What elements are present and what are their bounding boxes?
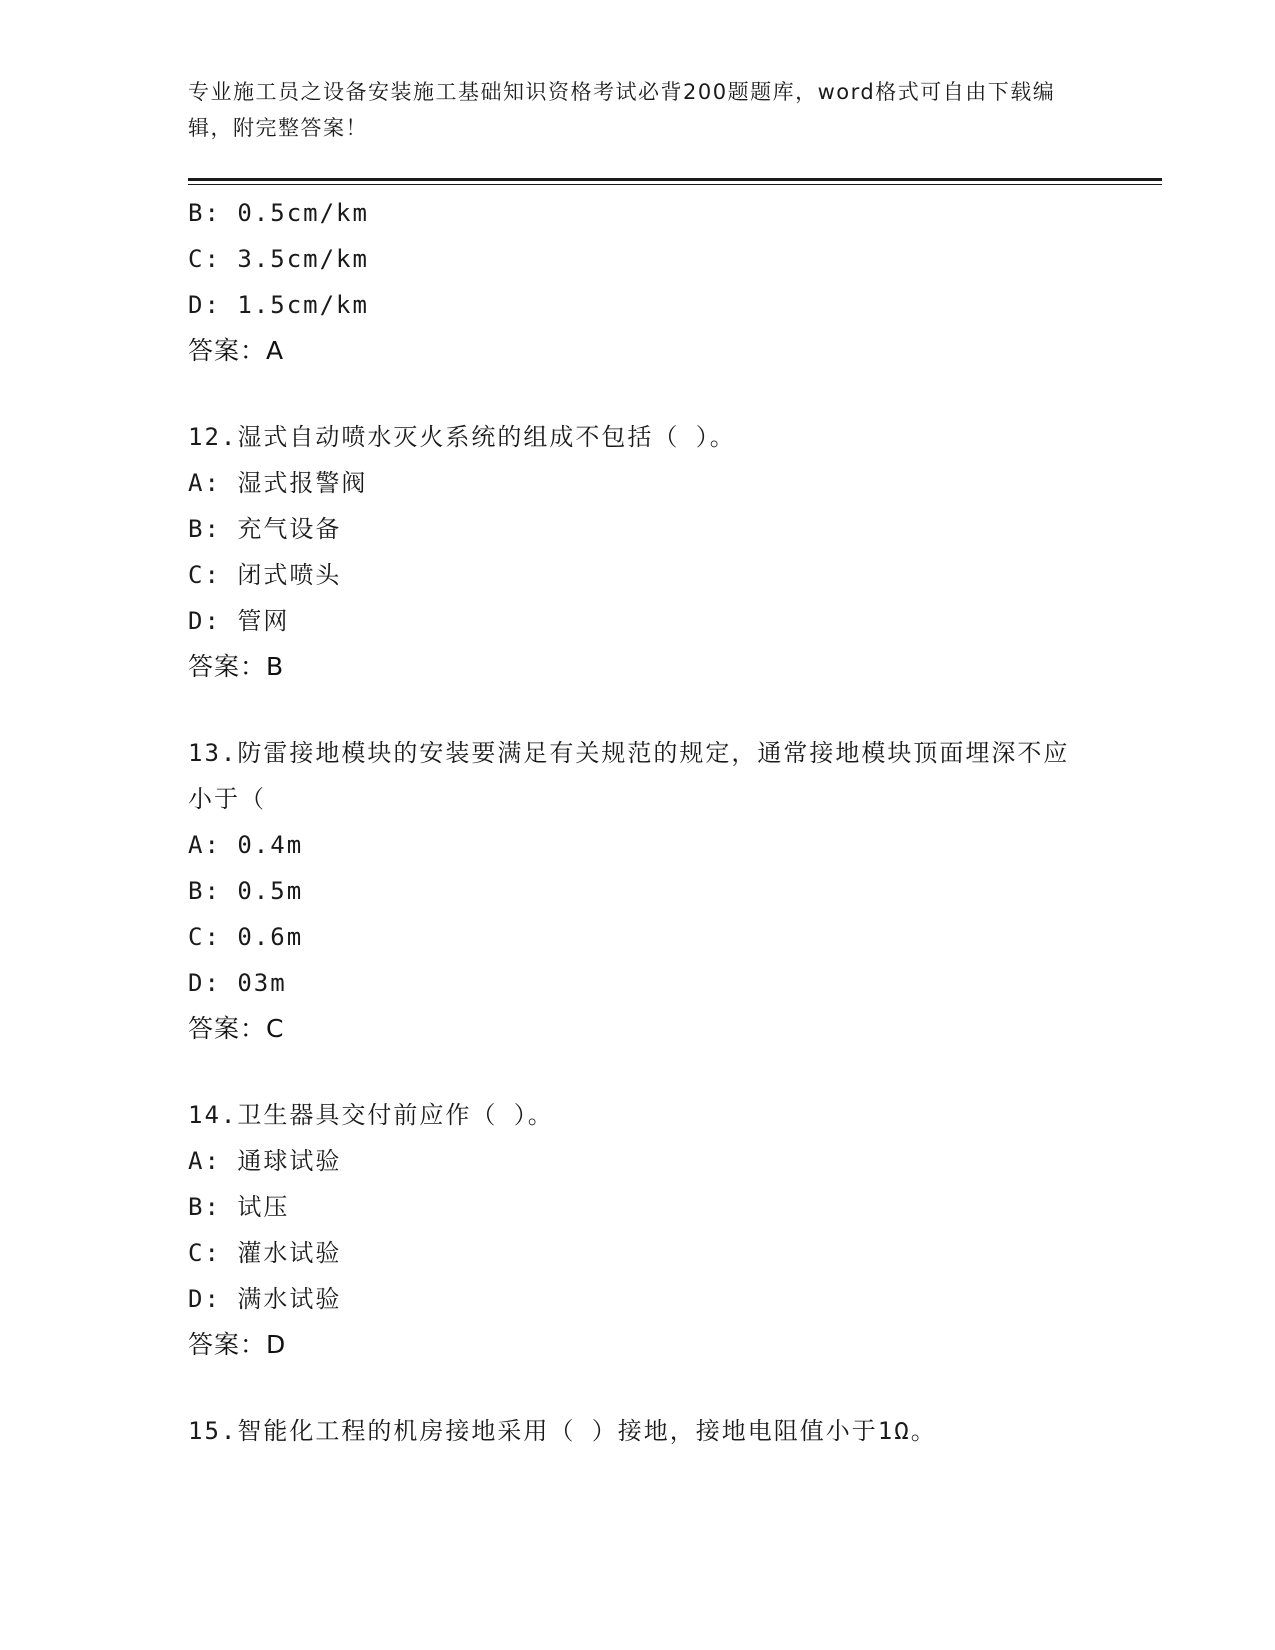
answer-label: 答案：D [188, 1330, 287, 1359]
option-d: D: 1.5cm/km [188, 291, 369, 319]
option-b: B: 试压 [188, 1193, 290, 1221]
option-d: D: 满水试验 [188, 1285, 342, 1313]
question-block-12 [188, 414, 1088, 690]
question-text: 12.湿式自动喷水灭火系统的组成不包括（ ）。 [188, 423, 736, 451]
option-a: A: 通球试验 [188, 1147, 342, 1175]
option-b: B: 0.5cm/km [188, 199, 369, 227]
option-b: B: 0.5m [188, 877, 304, 905]
option-a: A: 0.4m [188, 831, 304, 859]
header-title: 专业施工员之设备安装施工基础知识资格考试必背200题题库，word格式可自由下载编辑，附完整答案！ [188, 80, 1056, 140]
question-text: 13.防雷接地模块的安装要满足有关规范的规定，通常接地模块顶面埋深不应小于（ [188, 739, 1070, 813]
answer-label: 答案：B [188, 652, 285, 681]
question-text: 14.卫生器具交付前应作（ ）。 [188, 1101, 554, 1129]
option-c: C: 灌水试验 [188, 1239, 342, 1267]
option-c: C: 3.5cm/km [188, 245, 369, 273]
option-b: B: 充气设备 [188, 515, 342, 543]
answer-label: 答案：A [188, 336, 285, 365]
question-block-14 [188, 1092, 1088, 1368]
option-a: A: 湿式报警阀 [188, 469, 368, 497]
question-block-13 [188, 730, 1088, 1052]
option-d: D: 03m [188, 969, 287, 997]
page-header [188, 74, 1088, 146]
question-block-15 [188, 1408, 1088, 1454]
option-c: C: 闭式喷头 [188, 561, 342, 589]
option-c: C: 0.6m [188, 923, 304, 951]
question-text: 15.智能化工程的机房接地采用（ ）接地，接地电阻值小于1Ω。 [188, 1417, 937, 1445]
header-divider-thin [188, 184, 1162, 185]
header-divider [188, 178, 1162, 181]
question-list [188, 190, 1088, 1454]
option-d: D: 管网 [188, 607, 290, 635]
answer-label: 答案：C [188, 1014, 285, 1043]
question-block-11 [188, 190, 1088, 374]
